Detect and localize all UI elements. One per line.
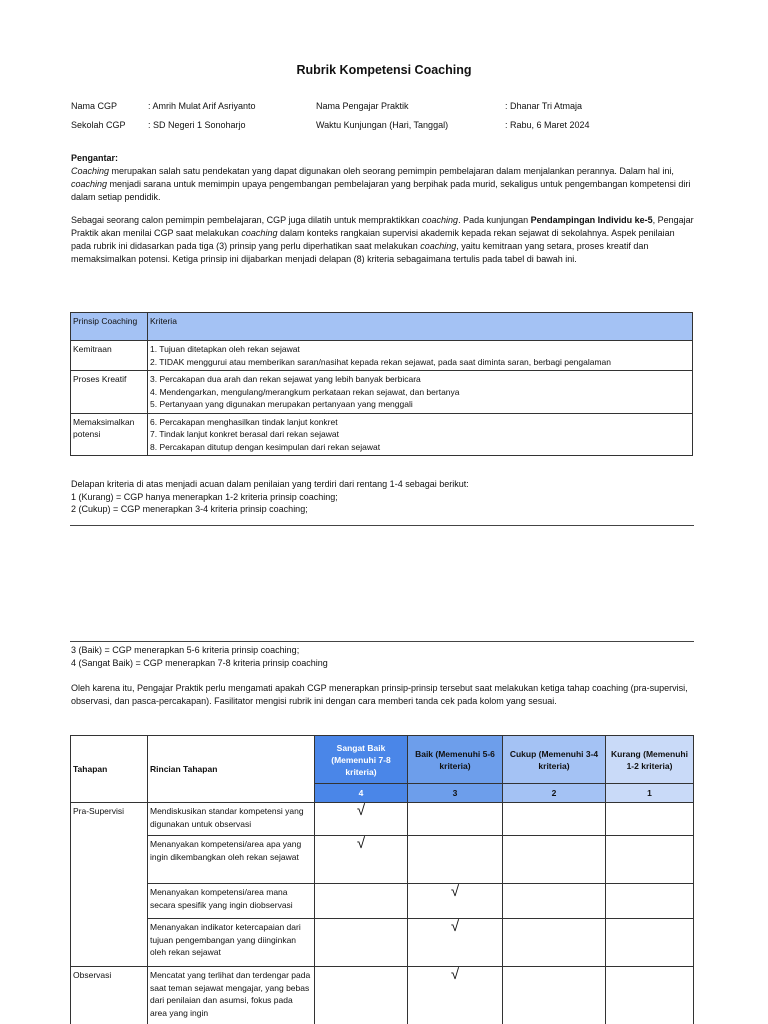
check-cell-3[interactable] <box>408 836 503 884</box>
pengantar-paragraph-1: Coaching merupakan salah satu pendekatan yang dapat digunakan oleh seorang pemimpin pembelajaran dalam menjalankan perannya. Dalam hal ini, coaching menjadi sarana untuk memimpin upaya pengembangan pembelajaran yang berpihak pada murid, sekaligus untuk pengembangan kompetensi diri dalam setiap pendidik. <box>71 166 691 202</box>
table-row <box>71 803 694 836</box>
rubric-header-row <box>71 736 694 784</box>
sekolah-value: : SD Negeri 1 Sonoharjo <box>148 120 246 130</box>
scoring-closing: Oleh karena itu, Pengajar Praktik perlu mengamati apakah CGP menerapkan prinsip-prinsip tersebut saat melakukan ketiga tahap coaching (pra-supervisi, observasi, dan pasca-percakapan). Fasilitator mengisi rubrik ini dengan cara memberi tanda cek pada kolom yang sesuai. <box>71 683 688 706</box>
check-cell-4[interactable] <box>315 919 408 967</box>
check-cell-2[interactable] <box>503 919 606 967</box>
scoring-intro: Delapan kriteria di atas menjadi acuan dalam penilaian yang terdiri dari rentang 1-4 sebagai berikut: <box>71 479 469 489</box>
check-cell-3[interactable] <box>408 919 503 967</box>
check-cell-4[interactable] <box>315 836 408 884</box>
check-mark-icon: √ <box>450 966 460 983</box>
tahapan-cell: Pra-Supervisi <box>71 803 148 967</box>
header-baik: Baik (Memenuhi 5-6 kriteria) <box>408 736 503 784</box>
check-cell-1[interactable] <box>606 967 694 1024</box>
check-cell-4[interactable] <box>315 884 408 919</box>
sekolah-label: Sekolah CGP <box>71 120 126 130</box>
scoring-level-3: 3 (Baik) = CGP menerapkan 5-6 kriteria prinsip coaching; <box>71 645 300 655</box>
waktu-label: Waktu Kunjungan (Hari, Tanggal) <box>316 120 449 130</box>
scoring-level-4: 4 (Sangat Baik) = CGP menerapkan 7-8 kriteria prinsip coaching <box>71 658 328 668</box>
criteria-table <box>70 312 693 456</box>
header-sangat-baik: Sangat Baik (Memenuhi 7-8 kriteria) <box>315 736 408 784</box>
criteria-table-header <box>71 313 693 341</box>
scoring-level-1: 1 (Kurang) = CGP hanya menerapkan 1-2 kriteria prinsip coaching; <box>71 492 338 502</box>
page-title: Rubrik Kompetensi Coaching <box>296 63 472 77</box>
prinsip-cell: Kemitraan <box>71 341 148 371</box>
table-row <box>71 371 693 414</box>
check-cell-4[interactable] <box>315 803 408 836</box>
prinsip-cell: Memaksimalkan potensi <box>71 413 148 456</box>
check-mark-icon: √ <box>356 835 366 852</box>
check-cell-3[interactable] <box>408 967 503 1024</box>
check-cell-3[interactable] <box>408 884 503 919</box>
prinsip-cell: Proses Kreatif <box>71 371 148 414</box>
table-row <box>71 884 694 919</box>
tahapan-cell: Observasi <box>71 967 148 1024</box>
table-row <box>71 967 694 1024</box>
rincian-cell: Menanyakan kompetensi/area apa yang ingin dikembangkan oleh rekan sejawat <box>148 836 315 884</box>
score-1: 1 <box>606 784 694 803</box>
header-kriteria: Kriteria <box>148 313 693 341</box>
kriteria-item: 2. TIDAK menggurui atau memberikan saran/nasihat kepada rekan sejawat, pada saat diminta saran, berbagi pengalaman <box>150 356 612 367</box>
header-rincian: Rincian Tahapan <box>148 736 315 803</box>
waktu-value: : Rabu, 6 Maret 2024 <box>505 120 590 130</box>
pengajar-value: : Dhanar Tri Atmaja <box>505 101 583 111</box>
rincian-cell: Menanyakan indikator ketercapaian dari tujuan pengembangan yang diinginkan oleh rekan sejawat <box>148 919 315 967</box>
check-cell-2[interactable] <box>503 967 606 1024</box>
kriteria-cell <box>148 371 693 414</box>
check-cell-1[interactable] <box>606 836 694 884</box>
header-prinsip: Prinsip Coaching <box>71 313 148 341</box>
pengantar-heading: Pengantar: <box>71 153 119 163</box>
kriteria-item: 4. Mendengarkan, mengulang/merangkum perkataan rekan sejawat, dan bertanya <box>150 386 460 397</box>
nama-cgp-label: Nama CGP <box>71 101 118 111</box>
table-row <box>71 341 693 371</box>
kriteria-cell <box>148 413 693 456</box>
check-cell-1[interactable] <box>606 803 694 836</box>
check-cell-4[interactable] <box>315 967 408 1024</box>
score-4: 4 <box>315 784 408 803</box>
pengantar-paragraph-2: Sebagai seorang calon pemimpin pembelajaran, CGP juga dilatih untuk mempraktikkan coaching. Pada kunjungan Pendampingan Individu ke-5, Pengajar Praktik akan menilai CGP saat melakukan coaching dalam konteks rangkaian supervisi akademik kepada rekan sejawat di sekolahnya. Aspek penilaian pada rubrik ini didasarkan pada tiga (3) prinsip yang perlu diperhatikan saat melakukan coaching, yaitu kemitraan yang setara, proses kreatif dan memaksimalkan potensi. Ketiga prinsip ini dijabarkan menjadi delapan (8) kriteria sebagaimana tertulis pada tabel di bawah ini. <box>71 215 694 264</box>
scoring-level-2: 2 (Cukup) = CGP menerapkan 3-4 kriteria prinsip coaching; <box>71 504 308 514</box>
kriteria-item: 7. Tindak lanjut konkret berasal dari rekan sejawat <box>150 429 339 439</box>
nama-cgp-value: : Amrih Mulat Arif Asriyanto <box>148 101 256 111</box>
header-tahapan: Tahapan <box>71 736 148 803</box>
kriteria-item: 3. Percakapan dua arah dan rekan sejawat yang lebih banyak berbicara <box>150 374 421 384</box>
table-row <box>71 413 693 456</box>
score-3: 3 <box>408 784 503 803</box>
score-2: 2 <box>503 784 606 803</box>
check-cell-2[interactable] <box>503 884 606 919</box>
check-cell-3[interactable] <box>408 803 503 836</box>
check-mark-icon: √ <box>450 883 460 900</box>
rincian-cell: Mendiskusikan standar kompetensi yang digunakan untuk observasi <box>148 803 315 836</box>
rincian-cell: Mencatat yang terlihat dan terdengar pada saat teman sejawat mengajar, yang bebas dari penilaian dan asumsi, fokus pada area yang ingin <box>148 967 315 1024</box>
kriteria-item: 6. Percakapan menghasilkan tindak lanjut konkret <box>150 416 338 427</box>
table-row <box>71 836 694 884</box>
check-cell-2[interactable] <box>503 836 606 884</box>
check-mark-icon: √ <box>356 802 366 819</box>
table-row <box>71 919 694 967</box>
rincian-cell: Menanyakan kompetensi/area mana secara spesifik yang ingin diobservasi <box>148 884 315 919</box>
check-cell-1[interactable] <box>606 884 694 919</box>
check-cell-2[interactable] <box>503 803 606 836</box>
header-cukup: Cukup (Memenuhi 3-4 kriteria) <box>503 736 606 784</box>
kriteria-item: 1. Tujuan ditetapkan oleh rekan sejawat <box>150 344 300 354</box>
header-kurang: Kurang (Memenuhi 1-2 kriteria) <box>606 736 694 784</box>
page-break-line-top <box>70 525 694 526</box>
kriteria-item: 8. Percakapan ditutup dengan kesimpulan dari rekan sejawat <box>150 441 381 452</box>
kriteria-cell <box>148 341 693 371</box>
page-break-line-bottom <box>70 641 694 642</box>
kriteria-item: 5. Pertanyaan yang digunakan merupakan pertanyaan yang menggali <box>150 399 413 409</box>
pengajar-label: Nama Pengajar Praktik <box>316 101 409 111</box>
check-cell-1[interactable] <box>606 919 694 967</box>
rubric-table <box>70 735 694 1024</box>
check-mark-icon: √ <box>450 918 460 935</box>
